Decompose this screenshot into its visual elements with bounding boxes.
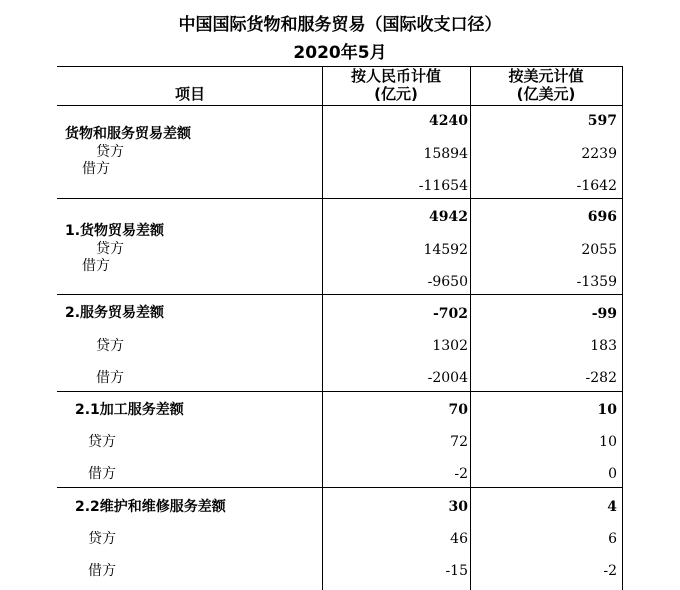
- usd-value: 0: [608, 466, 617, 482]
- rmb-value: -9650: [427, 274, 468, 290]
- section-divider: [57, 487, 623, 488]
- row-label: 借方: [88, 466, 116, 482]
- usd-value: 597: [587, 113, 617, 129]
- rmb-value: -702: [432, 306, 468, 322]
- section-divider: [57, 391, 623, 392]
- row-label: 2.2维护和维修服务差额: [75, 499, 226, 515]
- header-usd-line2: (亿美元): [516, 85, 576, 103]
- page-title: 中国国际货物和服务贸易（国际收支口径）: [178, 15, 502, 35]
- usd-value: -99: [591, 306, 617, 322]
- header-usd-line1: 按美元计值: [508, 67, 584, 85]
- row-label: 借方: [82, 161, 110, 177]
- rmb-value: -15: [445, 563, 468, 579]
- rmb-value: -2004: [427, 370, 468, 386]
- row-label: 借方: [96, 370, 124, 386]
- usd-value: -1359: [576, 274, 617, 290]
- header-rmb-line1: 按人民币计值: [350, 67, 441, 85]
- usd-value: -282: [585, 370, 617, 386]
- usd-value: 2055: [581, 242, 617, 258]
- row-label: 贷方: [96, 338, 124, 354]
- rmb-value: 4240: [429, 113, 468, 129]
- rmb-value: 14592: [423, 242, 468, 258]
- header-rmb-line2: (亿元): [374, 85, 418, 103]
- rmb-value: -11654: [418, 178, 468, 194]
- header-item: 项目: [174, 85, 205, 103]
- row-label: 2.服务贸易差额: [65, 305, 165, 321]
- usd-value: 10: [599, 434, 617, 450]
- rmb-value: -2: [454, 466, 468, 482]
- section-divider: [57, 294, 623, 295]
- usd-value: 183: [590, 338, 617, 354]
- row-label: 借方: [82, 258, 110, 274]
- rmb-value: 72: [450, 434, 468, 450]
- usd-value: 2239: [581, 146, 617, 162]
- row-label: 借方: [88, 563, 116, 579]
- header-bottom-border: [57, 105, 623, 106]
- row-label: 2.1加工服务差额: [75, 402, 184, 418]
- usd-value: -2: [603, 563, 617, 579]
- rmb-value: 30: [448, 499, 468, 515]
- rmb-value: 70: [448, 402, 468, 418]
- rmb-value: 15894: [423, 146, 468, 162]
- usd-value: 10: [597, 402, 617, 418]
- row-label: 贷方: [88, 434, 116, 450]
- usd-value: 6: [608, 531, 617, 547]
- section-divider: [57, 198, 623, 199]
- row-label: 贷方: [88, 531, 116, 547]
- column-divider: [622, 66, 623, 590]
- rmb-value: 1302: [432, 338, 468, 354]
- usd-value: -1642: [576, 178, 617, 194]
- usd-value: 4: [607, 499, 617, 515]
- row-label: 1.货物贸易差额: [65, 223, 165, 239]
- row-label: 贷方: [96, 144, 124, 160]
- row-label: 贷方: [96, 241, 124, 257]
- rmb-value: 46: [450, 531, 468, 547]
- rmb-value: 4942: [429, 209, 468, 225]
- usd-value: 696: [587, 209, 617, 225]
- page-subtitle: 2020年5月: [293, 43, 387, 63]
- row-label: 货物和服务贸易差额: [65, 126, 191, 142]
